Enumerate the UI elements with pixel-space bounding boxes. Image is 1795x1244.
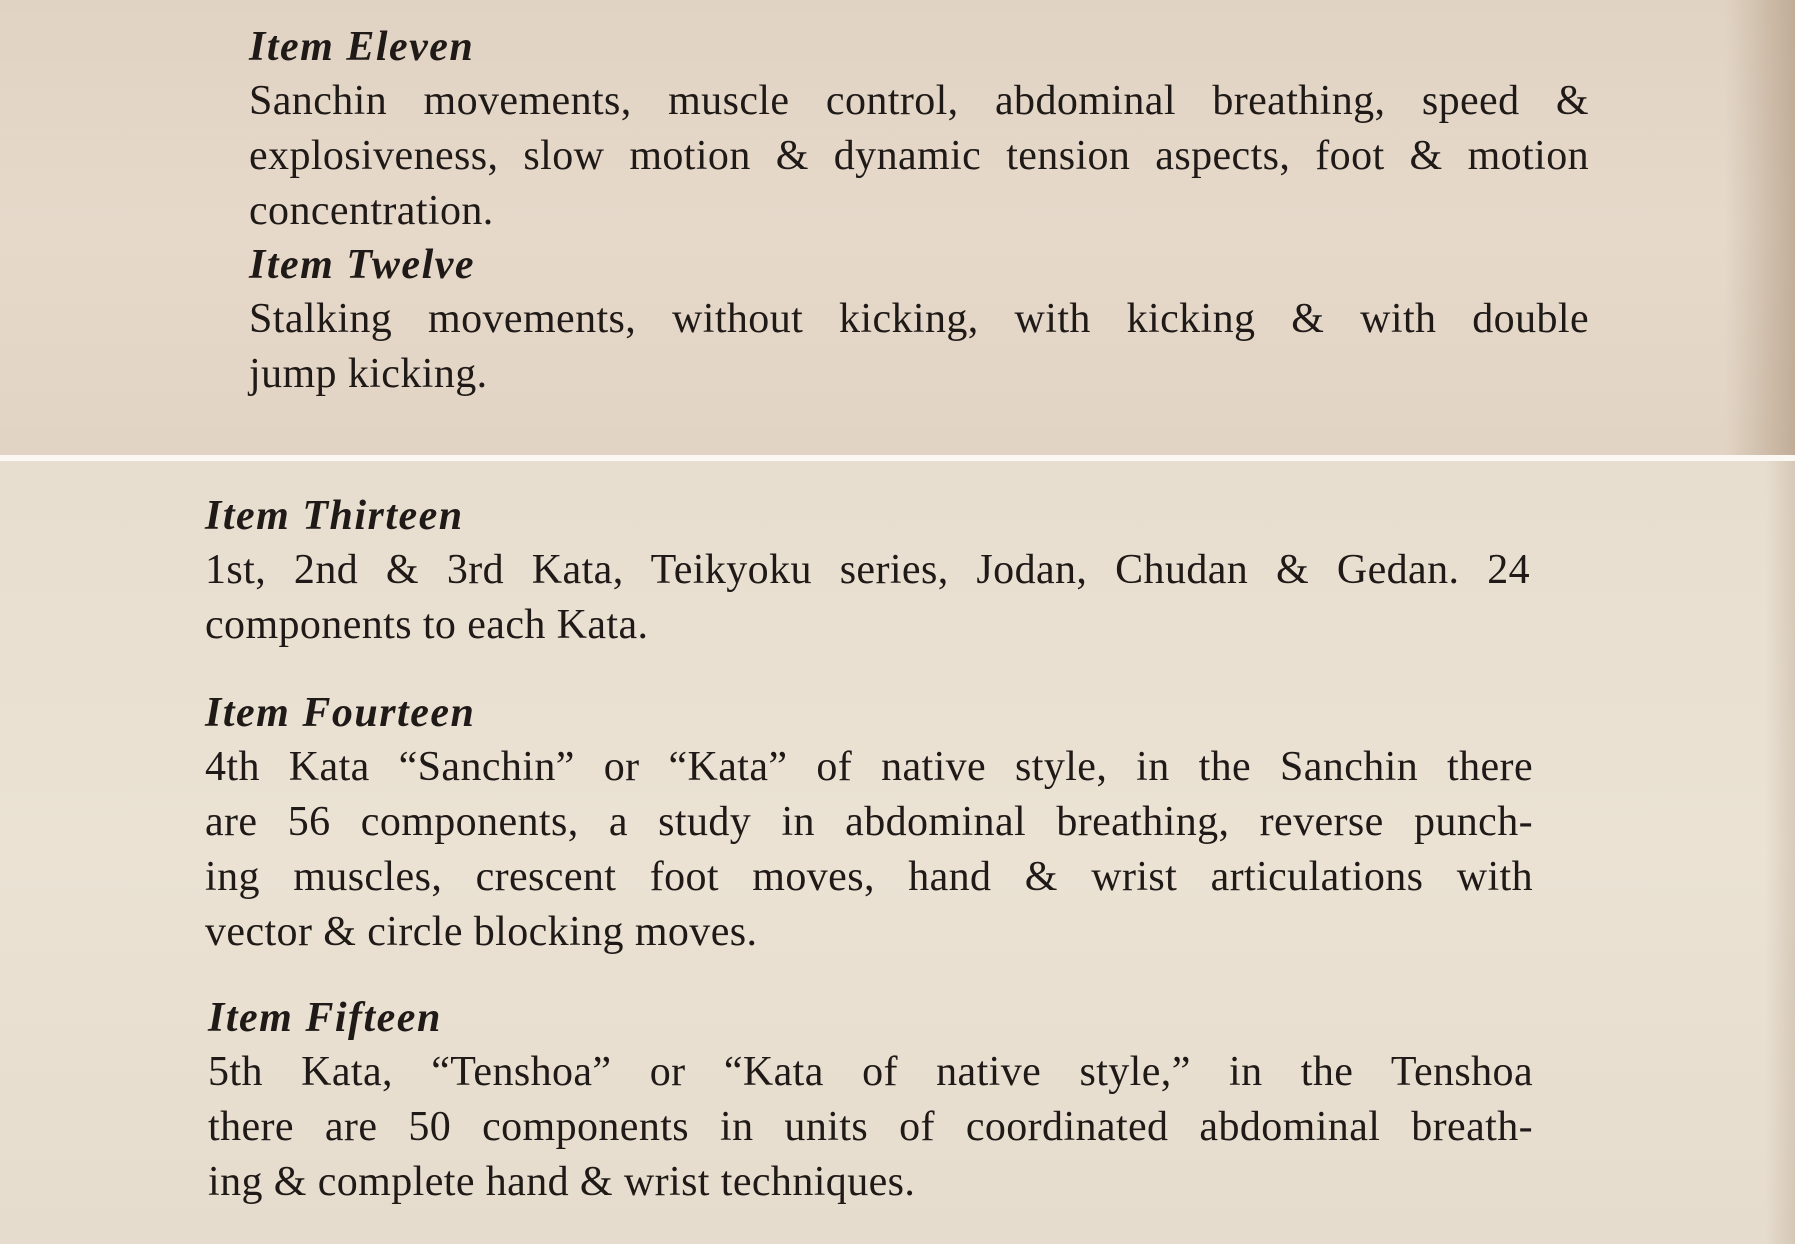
- item-thirteen-heading: Item Thirteen: [205, 493, 464, 539]
- text-line: components to each Kata.: [205, 602, 649, 648]
- item-fourteen-text: [205, 740, 1533, 960]
- text-line: Stalking movements, without kicking, with kicking & with double: [249, 296, 1589, 342]
- bottom-page-scan: [0, 461, 1795, 1244]
- item-twelve-text: [249, 292, 1589, 402]
- text-line: jump kicking.: [249, 351, 488, 397]
- text-line: vector & circle blocking moves.: [205, 909, 758, 955]
- text-line: are 56 components, a study in abdominal breathing, reverse punch-: [205, 799, 1533, 845]
- text-line: 4th Kata “Sanchin” or “Kata” of native style, in the Sanchin there: [205, 744, 1533, 790]
- text-line: ing muscles, crescent foot moves, hand & wrist articulations with: [205, 854, 1533, 900]
- text-line: concentration.: [249, 188, 494, 234]
- item-thirteen-text: [205, 543, 1530, 653]
- text-line: 1st, 2nd & 3rd Kata, Teikyoku series, Jodan, Chudan & Gedan. 24: [205, 547, 1530, 593]
- item-thirteen-section: [205, 489, 1530, 653]
- item-eleven-text: [249, 74, 1589, 239]
- top-page-scan: [0, 0, 1795, 455]
- text-line: 5th Kata, “Tenshoa” or “Kata of native style,” in the Tenshoa: [208, 1049, 1533, 1095]
- item-eleven-section: [249, 20, 1589, 239]
- item-fifteen-section: [208, 991, 1533, 1210]
- text-line: ing & complete hand & wrist techniques.: [208, 1159, 916, 1205]
- item-fifteen-heading: Item Fifteen: [208, 995, 442, 1041]
- item-twelve-section: [249, 238, 1589, 402]
- text-line: Sanchin movements, muscle control, abdominal breathing, speed &: [249, 78, 1589, 124]
- text-line: there are 50 components in units of coordinated abdominal breath-: [208, 1104, 1533, 1150]
- item-fourteen-heading: Item Fourteen: [205, 690, 476, 736]
- item-twelve-heading: Item Twelve: [249, 242, 476, 288]
- item-fourteen-section: [205, 686, 1533, 960]
- text-line: explosiveness, slow motion & dynamic tension aspects, foot & motion: [249, 133, 1589, 179]
- item-eleven-heading: Item Eleven: [249, 24, 475, 70]
- item-fifteen-text: [208, 1045, 1533, 1210]
